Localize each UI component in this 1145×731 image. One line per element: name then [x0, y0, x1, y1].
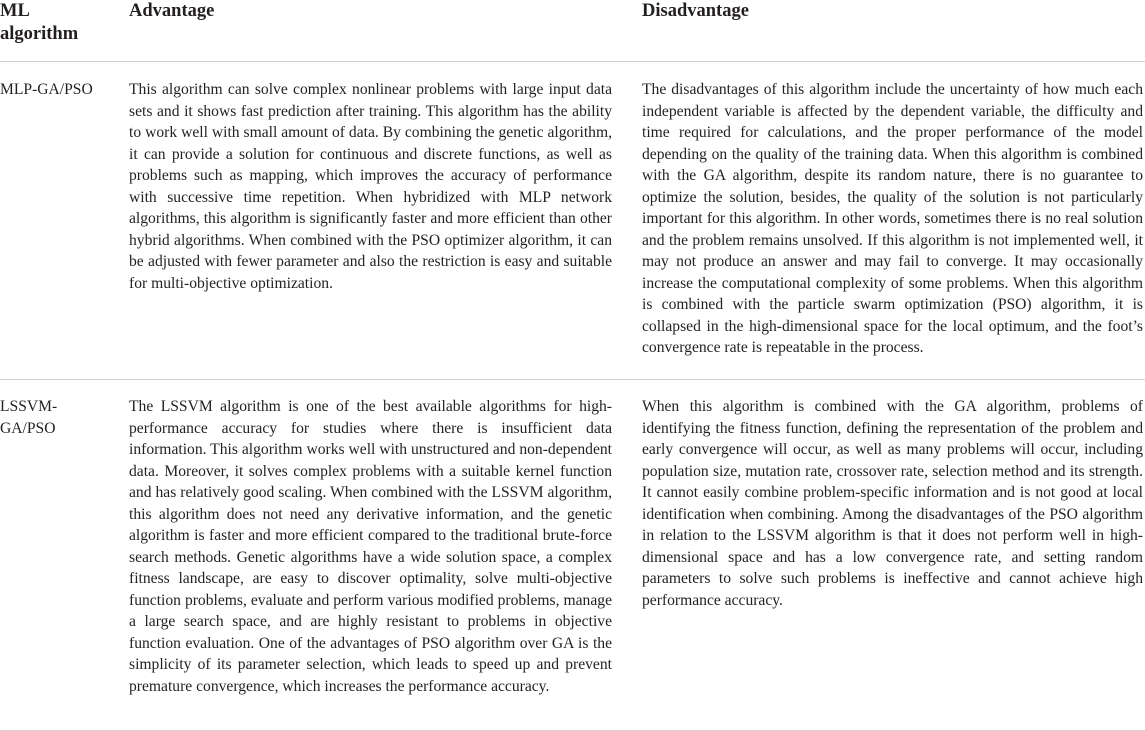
- algorithm-cell: MLP-GA/PSO: [0, 81, 93, 98]
- header-ml-algorithm: ML algorithm: [0, 1, 79, 44]
- table-header-row: [0, 0, 1145, 62]
- advantage-cell: This algorithm can solve complex nonlinear problems with large input data sets and it shows fast prediction after training. This algorithm has the ability to work well with small amount of data. By combining the genetic algorithm, it can provide a solution for continuous and discrete functions, as well as problems such as mapping, which improves the accuracy of performance with successive time repetition. When hybridized with MLP network algorithms, this algorithm is significantly faster and more efficient than other hybrid algorithms. When combined with the PSO optimizer algorithm, it can be adjusted with fewer parameter and also the restriction is easy and suitable for multi-objective optimization.: [129, 81, 612, 292]
- advantage-cell: The LSSVM algorithm is one of the best available algorithms for high-performance accuracy for studies where there is insufficient data information. This algorithm works well with unstructured and non-dependent data. Moreover, it solves complex problems with a suitable kernel function and has relatively good scaling. When combined with the LSSVM algorithm, this algorithm does not need any derivative information, and the genetic algorithm is faster and more efficient compared to the traditional brute-force search methods. Genetic algorithms have a wide solution space, a complex fitness landscape, are easy to discover optimality, solve multi-objective function problems, evaluate and perform various modified problems, manage a large search space, and are highly resistant to problems in objective function evaluation. One of the advantages of PSO algorithm over GA is the simplicity of its parameter selection, which leads to speed up and prevent premature convergence, which increases the performance accuracy.: [129, 398, 612, 695]
- disadvantage-cell: When this algorithm is combined with the GA algorithm, problems of identifying the fitness function, defining the representation of the problem and early convergence will occur, as well as many problems will occur, including population size, mutation rate, crossover rate, selection method and its strength. It cannot easily combine problem-specific information and is not good at local identification when combining. Among the disadvantages of the PSO algorithm in relation to the LSSVM algorithm is that it does not perform well in high-dimensional space and has a low convergence rate, and setting random parameters to solve such problems is ineffective and cannot achieve high performance accuracy.: [642, 398, 1143, 609]
- table-row: [0, 62, 1145, 380]
- table-row: [0, 380, 1145, 731]
- disadvantage-cell: The disadvantages of this algorithm include the uncertainty of how much each independent variable is affected by the dependent variable, the difficulty and time required for calculations, and the proper performance of the model depending on the quality of the training data. When this algorithm is combined with the GA algorithm, despite its random nature, there is no guarantee to optimize the solution, besides, the quality of the solution is not particularly important for this algorithm. In other words, sometimes there is no real solution and the problem remains unsolved. If this algorithm is not implemented well, it may not produce an answer and may fail to converge. It may occasionally increase the computational complexity of some problems. When this algorithm is combined with the particle swarm optimization (PSO) algorithm, it is collapsed in the high-dimensional space for the local optimum, and the foot’s convergence rate is repeatable in the process.: [642, 81, 1143, 356]
- algorithm-cell: LSSVM-GA/PSO: [0, 398, 58, 437]
- header-disadvantage: Disadvantage: [642, 1, 749, 21]
- header-advantage: Advantage: [129, 1, 215, 21]
